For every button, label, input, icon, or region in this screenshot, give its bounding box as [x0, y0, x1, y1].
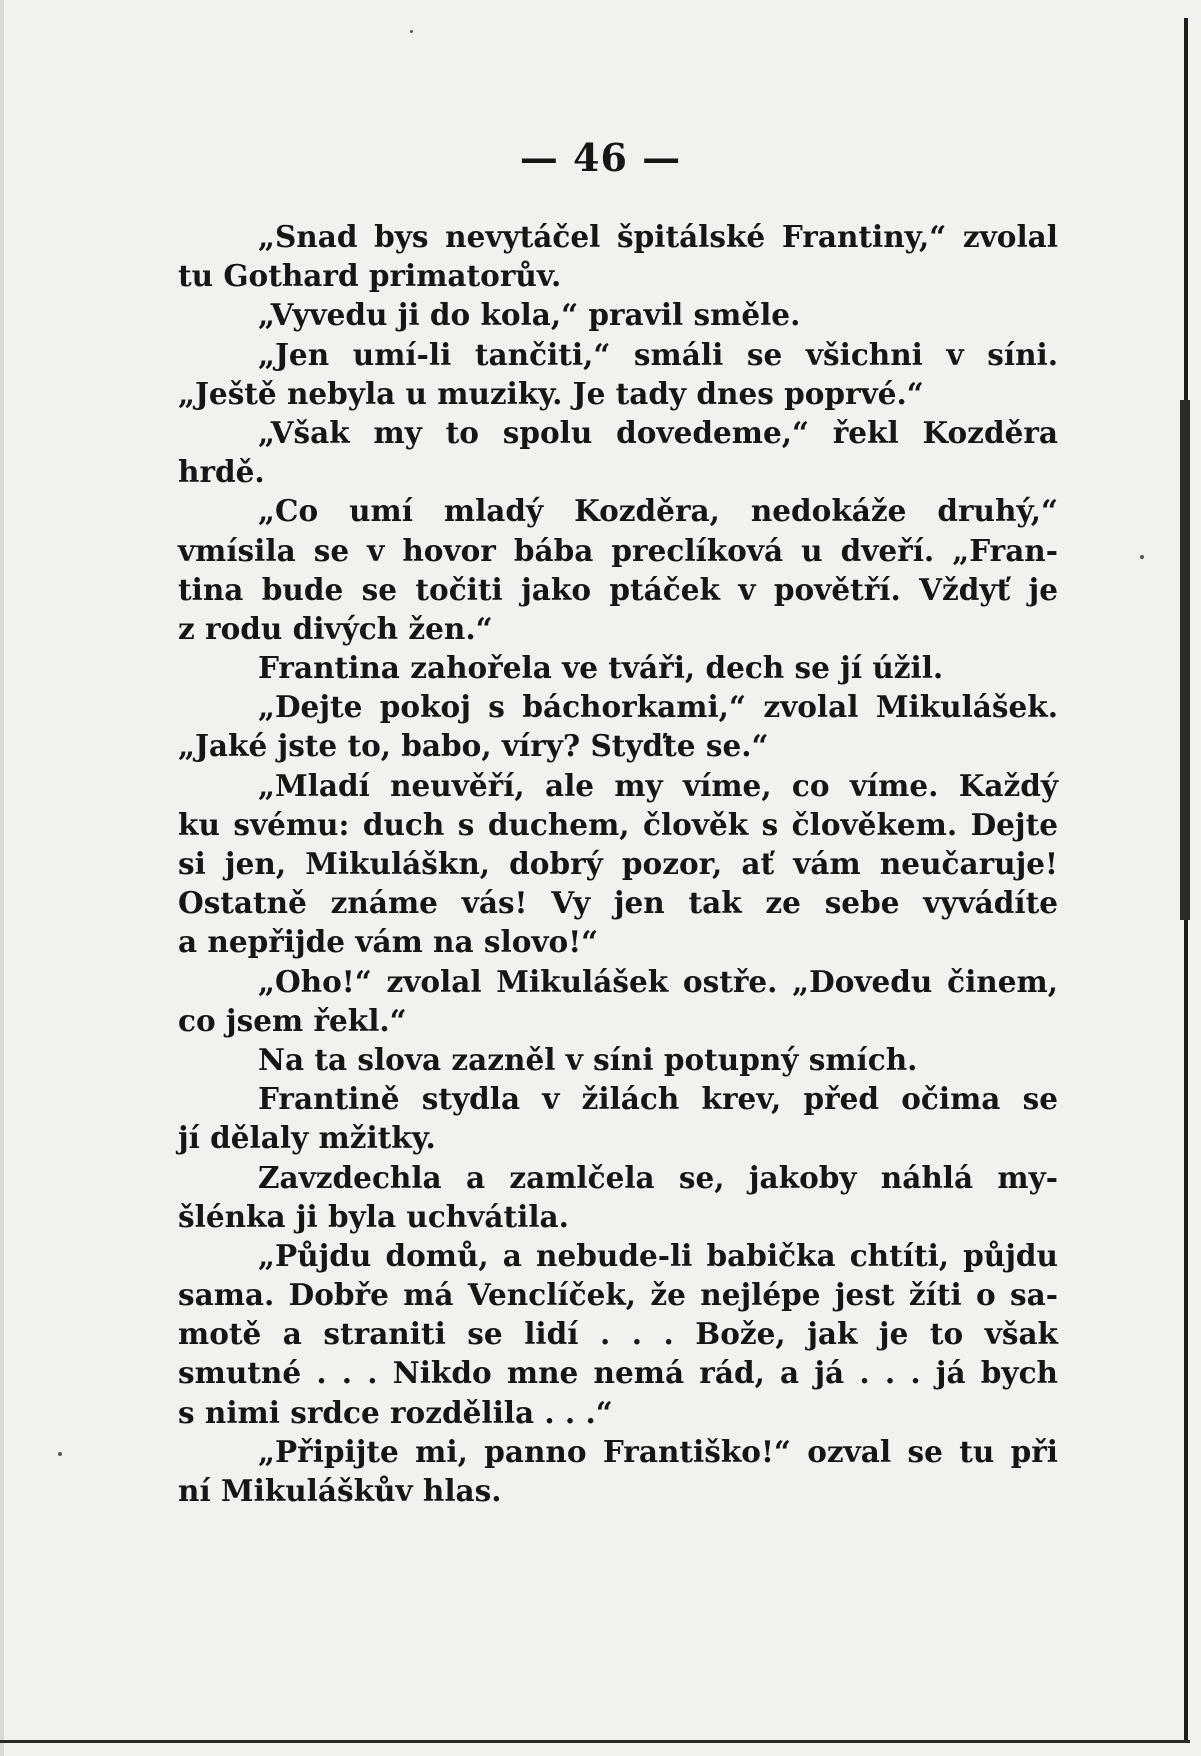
- text-line: „Jen umí-li tančiti,“ smáli se všichni v síni.: [258, 336, 1058, 372]
- text-line: tu Gothard primatorův.: [178, 258, 562, 294]
- body-text: [178, 217, 1058, 1510]
- scan-speck: [1140, 555, 1144, 559]
- text-line: ku svému: duch s duchem, člověk s člověkem. Dejte: [178, 806, 1058, 842]
- text-line: sama. Dobře má Venclíček, že nejlépe jest žíti o sa-: [178, 1277, 1058, 1313]
- text-line: Frantině stydla v žilách krev, před očima se: [258, 1081, 1058, 1117]
- text-line: šlénka ji byla uchvátila.: [178, 1198, 569, 1234]
- text-line: „Jaké jste to, babo, víry? Styďte se.“: [178, 728, 769, 764]
- text-line: co jsem řekl.“: [178, 1002, 407, 1038]
- text-line: Frantina zahořela ve tváři, dech se jí úžil.: [258, 650, 944, 686]
- text-line: Ostatně známe vás! Vy jen tak ze sebe vyvádíte: [178, 885, 1058, 921]
- text-line: si jen, Mikuláškn, dobrý pozor, ať vám neučaruje!: [178, 846, 1058, 881]
- text-line: tina bude se točiti jako ptáček v povětří. Vždyť je: [178, 571, 1058, 607]
- scan-edge-bottom: [0, 1740, 1190, 1743]
- text-line: smutné . . . Nikdo mne nemá rád, a já . . . já bych: [178, 1355, 1058, 1391]
- text-line: vmísila se v hovor bába preclíková u dveří. „Fran-: [178, 532, 1058, 568]
- text-line: „Snad bys nevytáčel špitálské Frantiny,“ zvolal: [258, 219, 1058, 254]
- scan-speck: [410, 30, 413, 33]
- text-line: hrdě.: [178, 454, 265, 490]
- scan-speck: [58, 1452, 62, 1456]
- text-line: „Dejte pokoj s báchorkami,“ zvolal Mikulášek.: [258, 689, 1058, 725]
- text-line: „Půjdu domů, a nebude-li babička chtíti, půjdu: [258, 1237, 1058, 1273]
- text-line: Na ta slova zazněl v síni potupný smích.: [258, 1041, 918, 1077]
- text-line: jí dělaly mžitky.: [178, 1120, 436, 1156]
- text-line: s nimi srdce rozdělila . . .“: [178, 1394, 613, 1430]
- text-line: „Připijte mi, panno Františko!“ ozval se tu při: [258, 1433, 1058, 1469]
- scan-edge-left: [0, 0, 4, 1756]
- text-line: „Vyvedu ji do kola,“ pravil směle.: [258, 297, 801, 333]
- text-line: Zavzdechla a zamlčela se, jakoby náhlá my-: [258, 1159, 1058, 1195]
- text-line: „Co umí mladý Kozděra, nedokáže druhý,“: [258, 493, 1058, 529]
- text-line: ní Mikuláškův hlas.: [178, 1473, 502, 1508]
- scan-edge-right-shadow: [1180, 400, 1190, 920]
- text-line: „Mladí neuvěří, ale my víme, co víme. Každý: [258, 767, 1058, 803]
- text-line: „Ještě nebyla u muziky. Je tady dnes poprvé.“: [178, 375, 924, 411]
- text-line: motě a straniti se lidí . . . Bože, jak je to však: [178, 1316, 1058, 1352]
- text-line: „Oho!“ zvolal Mikulášek ostře. „Dovedu činem,: [258, 963, 1058, 999]
- text-line: a nepřijde vám na slovo!“: [178, 924, 599, 960]
- page-number: — 46 —: [519, 135, 682, 180]
- text-line: z rodu divých žen.“: [178, 610, 493, 646]
- text-line: „Však my to spolu dovedeme,“ řekl Kozděra: [258, 414, 1058, 450]
